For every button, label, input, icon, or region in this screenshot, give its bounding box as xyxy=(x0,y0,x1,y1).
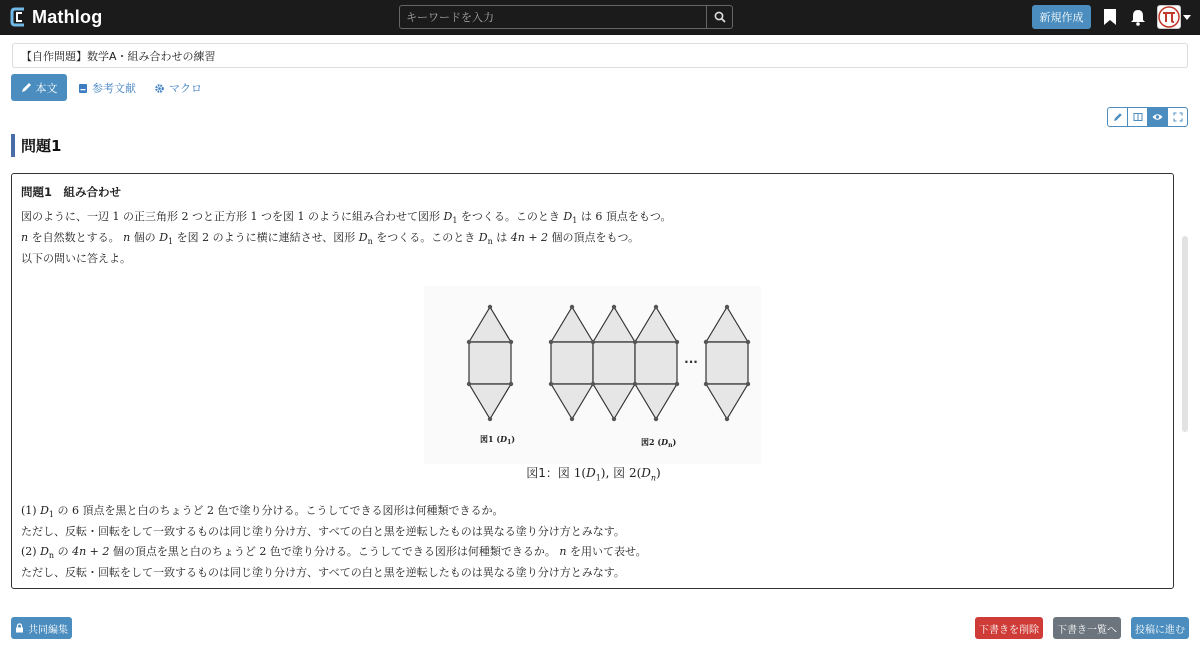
delete-draft-button[interactable]: 下書きを削除 xyxy=(975,617,1043,639)
math-num: 2 xyxy=(181,210,189,223)
text: 個の頂点をもつ。 xyxy=(551,231,640,244)
edit-mode-button[interactable] xyxy=(1107,107,1128,127)
math-num: 2 xyxy=(628,466,637,480)
math-expr: 4n + 2 xyxy=(510,231,549,244)
scrollbar[interactable] xyxy=(1182,236,1188,432)
math-expr: 4n + 2 xyxy=(72,545,110,558)
collab-edit-button[interactable] xyxy=(11,617,72,639)
math-sub: 1 xyxy=(48,510,55,520)
math-num: 6 xyxy=(595,210,603,223)
text: 図のように、一辺 xyxy=(21,210,109,223)
math-d1 xyxy=(40,504,55,520)
tab-macro-label: マクロ xyxy=(169,82,202,95)
article-title-value: 【自作問題】数学A・組み合わせの練習 xyxy=(21,49,216,63)
math-sub: 1 xyxy=(452,216,458,226)
math-num: 6 xyxy=(72,504,80,517)
math-dn xyxy=(40,545,55,561)
caption-math-2: $2(D_n)$ xyxy=(628,466,661,483)
math-num: 2 xyxy=(259,545,267,558)
book-icon xyxy=(78,83,88,94)
question-number: (1) xyxy=(21,504,37,517)
math-sub: n xyxy=(650,473,657,483)
math-num: 2 xyxy=(207,504,215,517)
math-sub: n xyxy=(367,237,373,247)
text: 頂点を黒と白のちょうど xyxy=(82,504,204,517)
navbar xyxy=(0,0,1200,35)
text: を用いて表せ。 xyxy=(569,545,647,558)
math-sub: 1 xyxy=(595,473,601,483)
fullscreen-icon xyxy=(1173,112,1183,122)
collab-edit-label: 共同編集 xyxy=(28,624,68,636)
text: 色で塗り分ける。こうしてできる図形は何種類できるか。 xyxy=(269,545,556,558)
split-mode-button[interactable] xyxy=(1127,107,1148,127)
figure-label-2: 図2 $(D_n)$ xyxy=(641,437,677,449)
text: のように組み合わせて図形 xyxy=(308,210,440,223)
intro-line-2 xyxy=(21,229,639,246)
text: 個の xyxy=(133,231,156,244)
lock-icon xyxy=(15,623,24,633)
text: のように横に連結させ、図形 xyxy=(212,231,356,244)
question-number: (2) xyxy=(21,545,37,558)
proceed-post-button[interactable]: 投稿に進む xyxy=(1131,617,1189,639)
caption-text: , 図 xyxy=(605,466,626,480)
search-button[interactable] xyxy=(707,5,733,29)
text: 個の頂点を黒と白のちょうど xyxy=(112,545,256,558)
text: つを図 xyxy=(261,210,294,223)
section-heading: 問題1 xyxy=(11,134,61,157)
math-var: D xyxy=(443,210,453,223)
figure-label-var: D xyxy=(661,437,669,447)
gear-icon xyxy=(154,83,165,94)
math-d1 xyxy=(563,210,578,226)
math-num: 1 xyxy=(297,210,305,223)
question-1 xyxy=(21,502,504,519)
text: 色で塗り分ける。こうしてできる図形は何種類できるか。 xyxy=(217,504,504,517)
tab-body[interactable] xyxy=(11,74,67,101)
text: をつくる。このとき xyxy=(376,231,476,244)
text: をつくる。このとき xyxy=(460,210,560,223)
preview-mode-button[interactable] xyxy=(1147,107,1168,127)
article-title-field[interactable] xyxy=(12,43,1188,68)
question-2-note: ただし、反転・回転をして一致するものは同じ塗り分け方、すべての白と黒を逆転したものは異なる塗り分け方とみなす。 xyxy=(21,566,625,579)
text: を図 xyxy=(176,231,199,244)
search-bar xyxy=(399,5,733,29)
math-var: D xyxy=(159,231,169,244)
problem-title: 問題1 組み合わせ xyxy=(21,185,122,199)
text: は xyxy=(496,231,508,244)
math-sub: n xyxy=(48,551,55,561)
question-2 xyxy=(21,543,647,560)
math-var: D xyxy=(586,466,596,480)
math-num: 1 xyxy=(250,210,258,223)
text: を自然数とする。 xyxy=(31,231,120,244)
math-d1 xyxy=(159,231,174,247)
math-sub: 1 xyxy=(168,237,174,247)
eye-icon xyxy=(1152,112,1163,122)
tab-body-label: 本文 xyxy=(35,81,58,95)
figure-label-var: D xyxy=(500,434,508,444)
math-var: n xyxy=(123,231,131,244)
figure-image xyxy=(424,286,761,464)
problem-box xyxy=(11,173,1174,589)
logo[interactable] xyxy=(10,6,102,28)
logo-text: Mathlog xyxy=(32,6,103,27)
text: の正三角形 xyxy=(123,210,178,223)
text: の xyxy=(57,545,69,558)
figure-label-text: 図2 xyxy=(641,437,655,447)
figure-label-text: 図1 xyxy=(480,434,494,444)
figure-label-sub: 1 xyxy=(507,439,512,446)
pencil-icon xyxy=(1113,112,1123,122)
question-1-note: ただし、反転・回転をして一致するものは同じ塗り分け方、すべての白と黒を逆転したものは異なる塗り分け方とみなす。 xyxy=(21,525,625,538)
math-d1 xyxy=(443,210,458,226)
bell-icon[interactable] xyxy=(1129,8,1147,26)
tab-references[interactable] xyxy=(78,80,136,96)
text: つと正方形 xyxy=(192,210,247,223)
text: 頂点をもつ。 xyxy=(605,210,672,223)
figure-caption xyxy=(12,464,1175,482)
mathlog-logo-icon xyxy=(10,6,28,28)
math-dn xyxy=(358,231,373,247)
text: の xyxy=(57,504,69,517)
pi-avatar-icon xyxy=(1158,6,1180,28)
caption-math-1: $1(D_1)$ xyxy=(573,466,606,483)
math-sub: n xyxy=(487,237,493,247)
caption-text: 図1：図 xyxy=(526,466,570,480)
math-var: D xyxy=(563,210,573,223)
fullscreen-button[interactable] xyxy=(1167,107,1188,127)
figure-ellipsis: ··· xyxy=(684,355,698,369)
math-var: D xyxy=(40,545,49,558)
math-var: D xyxy=(641,466,651,480)
figure-label-sub: n xyxy=(668,442,673,449)
math-num: 1 xyxy=(112,210,120,223)
math-var: D xyxy=(478,231,488,244)
chevron-down-icon[interactable] xyxy=(1183,15,1191,20)
avatar[interactable] xyxy=(1157,5,1181,29)
bookmark-icon[interactable] xyxy=(1102,8,1120,26)
math-var: D xyxy=(40,504,49,517)
new-article-button[interactable]: 新規作成 xyxy=(1032,5,1091,29)
math-var: n xyxy=(21,231,29,244)
columns-icon xyxy=(1133,112,1143,122)
intro-line-1 xyxy=(21,208,671,225)
math-dn xyxy=(478,231,493,247)
intro-line-3: 以下の問いに答えよ。 xyxy=(21,252,131,265)
tab-references-label: 参考文献 xyxy=(92,82,136,95)
pencil-icon xyxy=(21,82,32,93)
math-sub: 1 xyxy=(572,216,578,226)
figure-label-1: 図1 $(D_1)$ xyxy=(480,434,516,446)
view-mode-group xyxy=(1107,107,1188,127)
tab-macro[interactable] xyxy=(154,80,202,96)
math-num: 2 xyxy=(202,231,210,244)
math-var: n xyxy=(559,545,567,558)
search-input[interactable] xyxy=(399,5,707,29)
draft-list-button[interactable]: 下書き一覧へ xyxy=(1053,617,1121,639)
math-num: 1 xyxy=(573,466,582,480)
search-icon xyxy=(714,11,726,23)
math-var: D xyxy=(358,231,368,244)
text: は xyxy=(580,210,592,223)
